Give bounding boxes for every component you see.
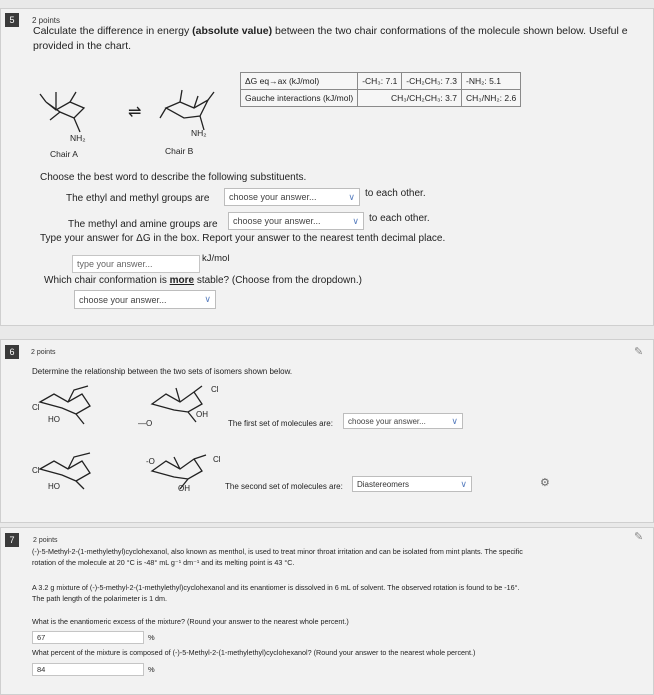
table-cell: CH₃/CH₂CH₃: 3.7 [358,90,462,107]
dropdown-value: choose your answer... [233,216,321,226]
question-6-points: 2 points [31,349,56,356]
pin-icon[interactable]: ✎ [634,531,644,543]
dropdown-value: choose your answer... [79,294,167,305]
mixture-info-line1: A 3.2 g mixture of (-)-5-methyl-2-(1-methylethyl)cyclohexanol and its enantiomer is dissolved in 6 mL of solvent. The observed rotation is found to be -16°. [32,583,520,592]
question-5-prompt-line2: provided in the chart. [33,40,132,52]
table-cell: Gauche interactions (kJ/mol) [241,90,358,107]
menthol-intro-line1: (-)-5-Methyl-2-(1-methylethyl)cyclohexanol, also known as menthol, is used to treat minor throat irritation and can be isolated from mint plants. The specific [32,547,523,556]
ho-label: HO [48,482,60,491]
question-6-number: 6 [5,345,19,359]
cl-label: Cl [32,403,40,412]
table-row [241,90,521,107]
question-7-number: 7 [5,533,19,547]
chair-b-label: Chair B [165,146,194,156]
question-6-prompt: Determine the relationship between the two sets of isomers shown below. [32,367,293,376]
chevron-down-icon: ∨ [348,191,355,202]
methoxy-label: -O [146,457,155,466]
chevron-down-icon: ∨ [460,478,467,489]
dropdown-value: Diastereomers [357,479,410,489]
ee-answer-input[interactable]: 67 [32,631,144,644]
chevron-down-icon: ∨ [451,415,458,426]
ethyl-methyl-suffix: to each other. [365,188,426,199]
methyl-amine-dropdown[interactable] [228,212,364,230]
prompt-text-end: stable? (Choose from the dropdown.) [194,275,362,286]
isomer-set2-molecule1 [30,445,120,495]
oh-label: OH [178,484,190,493]
prompt-bold: more [169,275,195,286]
set1-label: The first set of molecules are: [228,419,333,428]
percent-prompt: What percent of the mixture is composed of (-)-5-Methyl-2-(1-methylethyl)cyclohexanol? (Round your answer to the nearest whole percent.) [32,648,476,657]
dg-unit: kJ/mol [202,253,230,264]
ho-label: HO [48,415,60,424]
table-row [241,73,521,90]
menthol-intro-line2: rotation of the molecule at 20 °C is -48° mL g⁻¹ dm⁻¹ and its melting point is 43 °C. [32,558,295,567]
cl-label: Cl [32,466,40,475]
gear-icon[interactable]: ⚙ [540,477,550,489]
percent-unit: % [148,665,155,674]
chair-a-label: Chair A [50,149,78,159]
prompt-bold: (absolute value) [192,25,273,37]
dg-prompt: Type your answer for ΔG in the box. Report your answer to the nearest tenth decimal place. [40,233,446,244]
isomer-set1-molecule1 [30,380,120,430]
choose-intro: Choose the best word to describe the following substituents. [40,172,307,183]
question-5-number: 5 [5,13,19,27]
table-cell: -CH₂CH₃: 7.3 [402,73,462,90]
mixture-info-line2: The path length of the polarimeter is 1 dm. [32,594,168,603]
chair-b-nh2: NH₂ [191,128,207,138]
table-cell: -NH₂: 5.1 [461,73,520,90]
set2-label: The second set of molecules are: [225,482,343,491]
cl-label: Cl [213,455,221,464]
table-cell: -CH₃: 7.1 [358,73,402,90]
cl-label: Cl [211,385,219,394]
set2-dropdown[interactable] [352,476,472,492]
prompt-text: Calculate the difference in energy [33,25,193,37]
dg-answer-input[interactable]: type your answer... [72,255,200,273]
chevron-down-icon: ∨ [204,294,211,304]
methoxy-label: —O [138,419,153,428]
stability-dropdown[interactable] [74,290,216,309]
methyl-amine-suffix: to each other. [369,213,430,224]
methyl-amine-label: The methyl and amine groups are [68,219,218,230]
stability-prompt [44,275,362,286]
prompt-text: Which chair conformation is [44,275,170,286]
pin-icon[interactable]: ✎ [634,346,644,358]
ethyl-methyl-dropdown[interactable] [224,188,360,206]
chevron-down-icon: ∨ [352,215,359,226]
set1-dropdown[interactable] [343,413,463,429]
ee-prompt: What is the enantiomeric excess of the mixture? (Round your answer to the nearest whole percent.) [32,617,349,626]
chair-a-nh2: NH₂ [70,133,86,143]
percent-answer-input[interactable]: 84 [32,663,144,676]
ethyl-methyl-label: The ethyl and methyl groups are [66,193,210,204]
table-cell: ΔG eq→ax (kJ/mol) [241,73,358,90]
equilibrium-arrows-icon: ⇌ [128,104,142,121]
question-7-points: 2 points [33,537,58,544]
table-cell: CH₃/NH₂: 2.6 [461,90,520,107]
dropdown-value: choose your answer... [348,416,426,426]
question-5-prompt [33,25,628,37]
chair-b-structure [160,88,220,148]
oh-label: OH [196,410,208,419]
prompt-text-end: between the two chair conformations of the molecule shown below. Useful e [272,25,628,37]
ee-unit: % [148,633,155,642]
energy-data-table [240,72,521,107]
dropdown-value: choose your answer... [229,192,317,202]
question-5-points: 2 points [32,16,61,25]
